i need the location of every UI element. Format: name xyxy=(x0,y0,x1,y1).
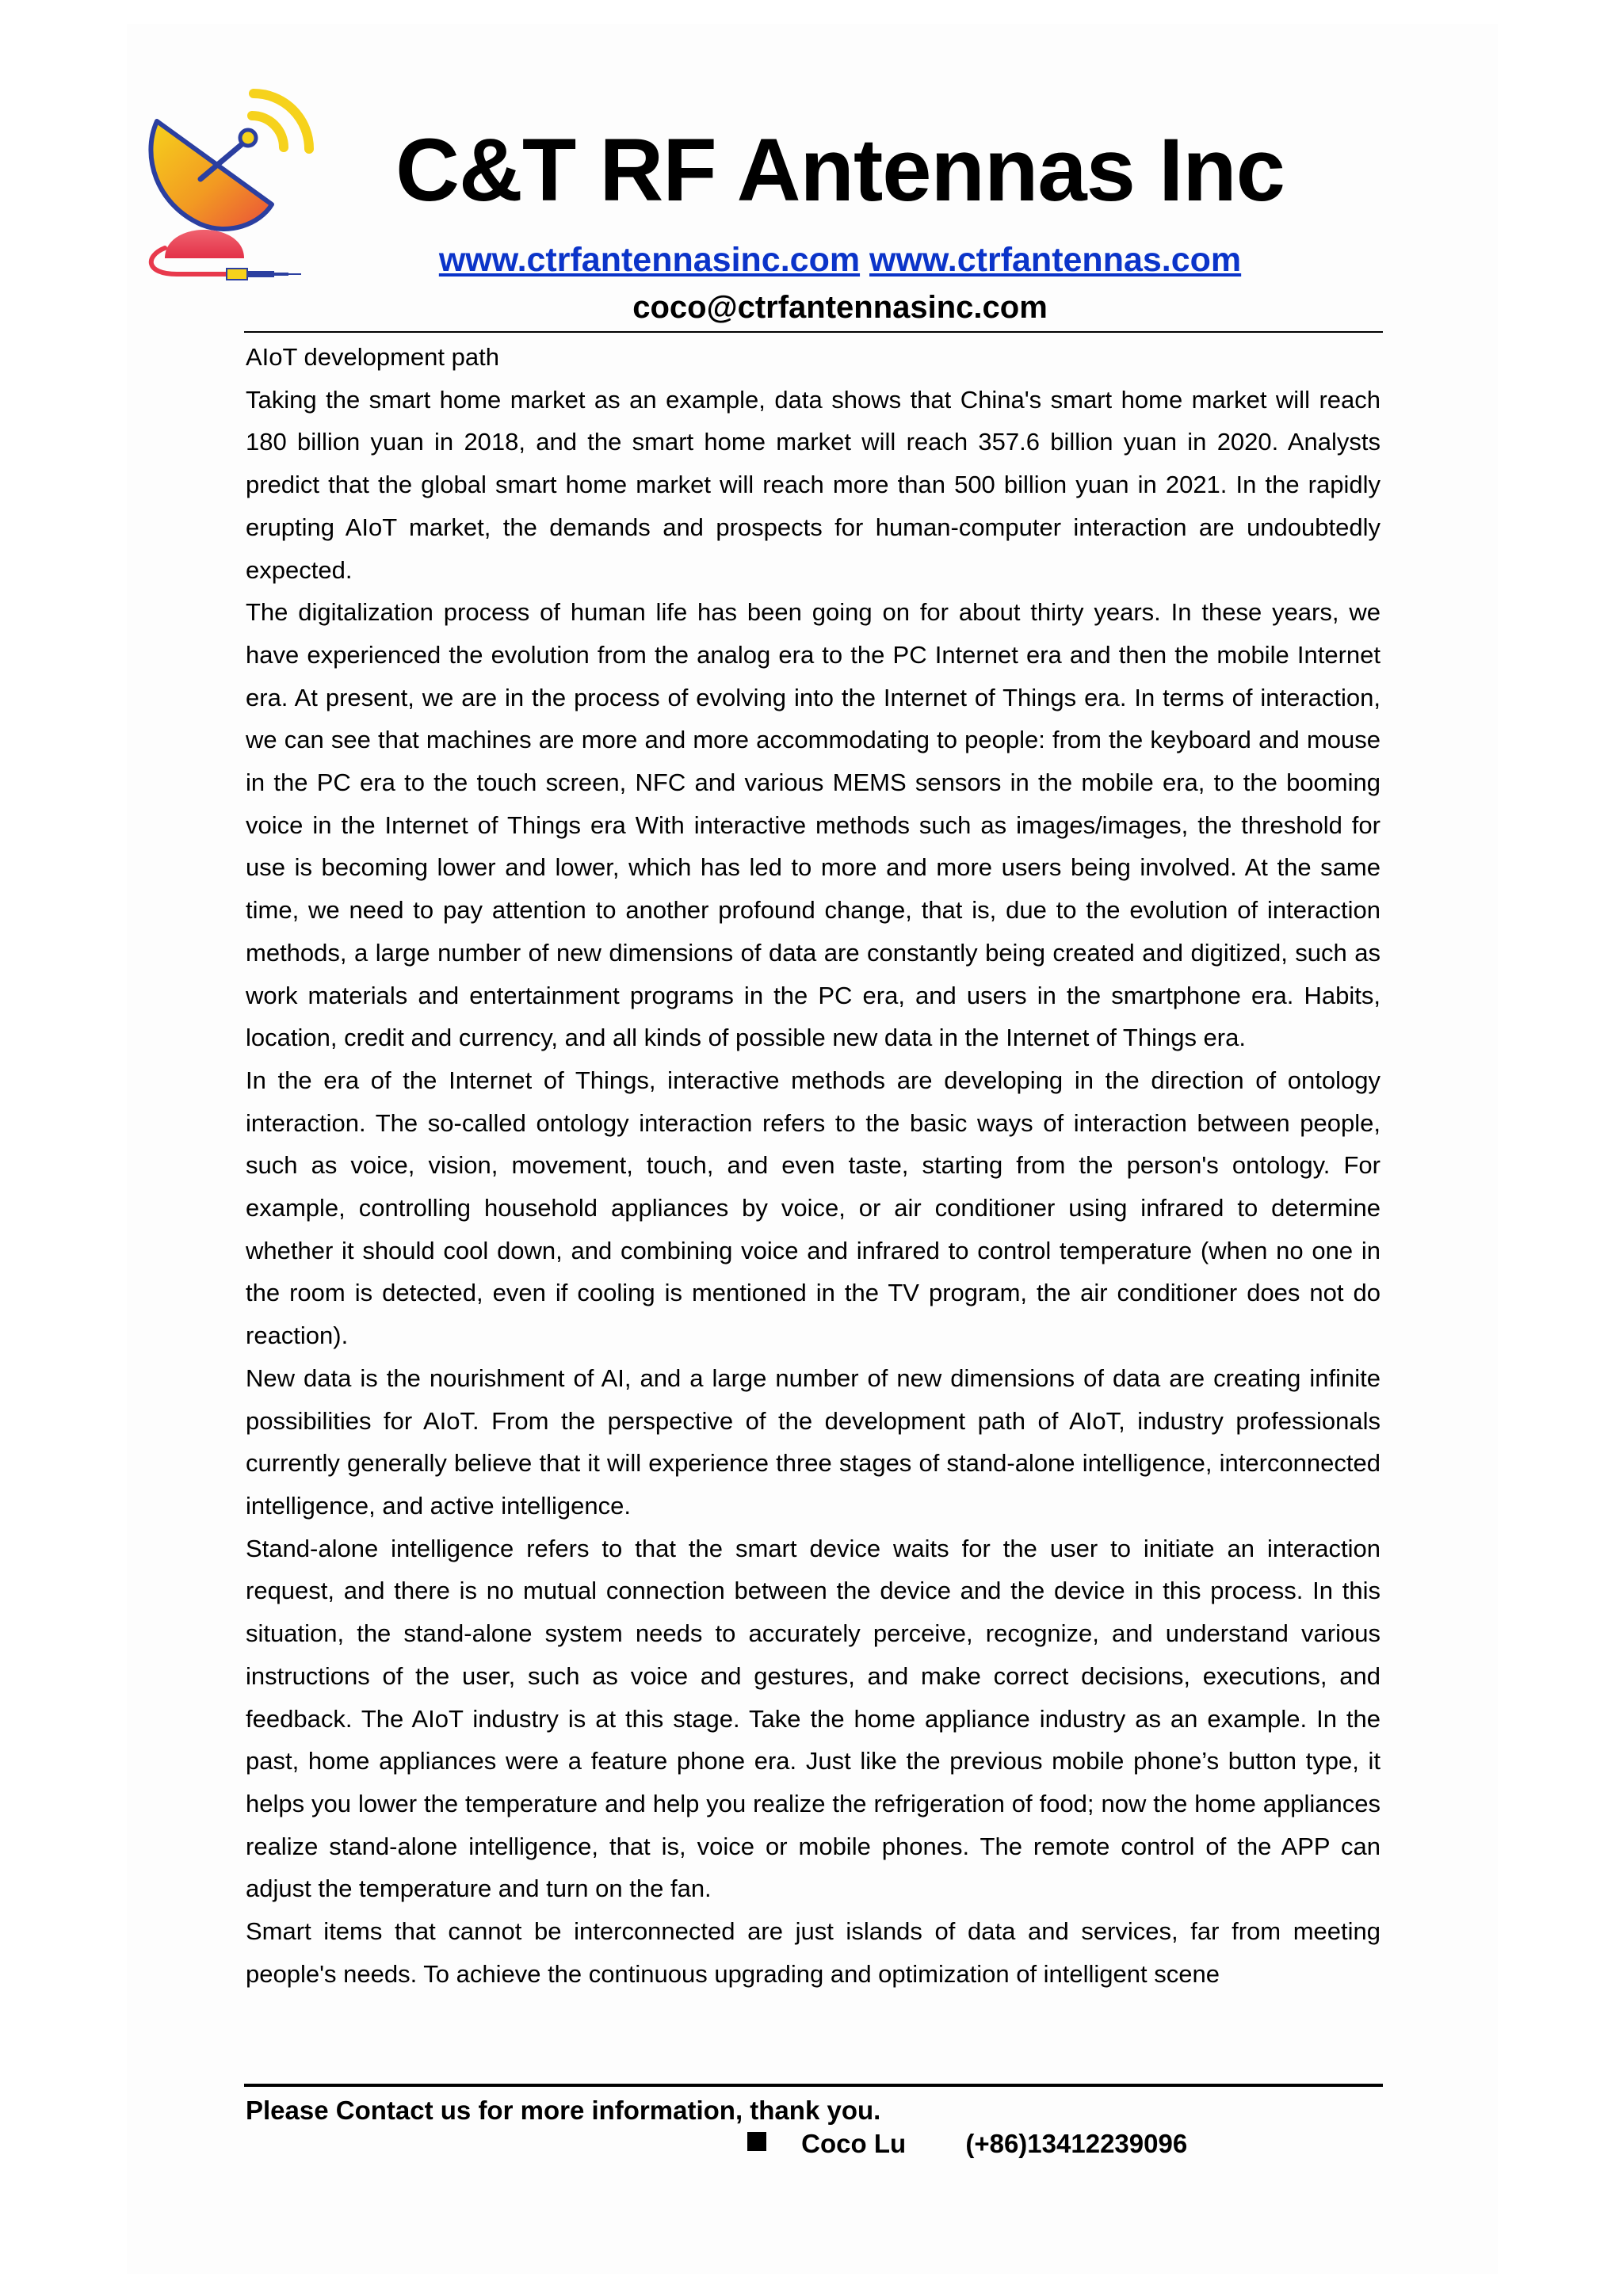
contact-line xyxy=(747,2122,1187,2166)
paragraph: The digitalization process of human life has been going on for about thirty years. In these years, we have experienced the evolution from the analog era to the PC Internet era and then the mobile Internet era. At present, we are in the process of evolving into the Internet of Things era. In terms of interaction, we can see that machines are more and more accommodating to people: from the keyboard and mouse in the PC era to the touch screen, NFC and various MEMS sensors in the mobile era, to the booming voice in the Internet of Things era With interactive methods such as images/images, the threshold for use is becoming lower and lower, which has led to more and more users being involved. At the same time, we need to pay attention to another profound change, that is, due to the evolution of interaction methods, a large number of new dimensions of data are constantly being created and digitized, such as work materials and entertainment programs in the PC era, and users in the smartphone era. Habits, location, credit and currency, and all kinds of possible new data in the Internet of Things era. xyxy=(246,598,1381,1052)
paragraph: Taking the smart home market as an example, data shows that China's smart home market will reach 180 billion yuan in 2018, and the smart home market will reach 357.6 billion yuan in 2020. Analysts predict that the global smart home market will reach more than 500 billion yuan in 2021. In the rapidly erupting AIoT market, the demands and prospects for human-computer interaction are undoubtedly expected. xyxy=(246,385,1381,584)
satellite-dish-icon xyxy=(133,86,315,288)
article-body xyxy=(246,336,1381,1995)
website-link-1[interactable]: www.ctrfantennasinc.com xyxy=(438,241,861,279)
website-link-2[interactable]: www.ctrfantennas.com xyxy=(869,241,1242,279)
header-divider xyxy=(244,331,1383,333)
contact-name: Coco Lu xyxy=(801,2129,907,2158)
square-bullet-icon xyxy=(747,2132,766,2151)
paragraph: In the era of the Internet of Things, interactive methods are developing in the direction of ontology interaction. The so-called ontology interaction refers to the basic ways of interaction between people, such as voice, vision, movement, touch, and even taste, starting from the person's ontology. For example, controlling household appliances by voice, or air conditioner using infrared to determine whether it should cool down, and combining voice and infrared to control temperature (when no one in the room is detected, even if cooling is mentioned in the TV program, the air conditioner does not do reaction). xyxy=(246,1066,1381,1350)
footer-divider xyxy=(244,2084,1383,2087)
footer-note: Please Contact us for more information, thank you. xyxy=(246,2096,881,2125)
contact-email: coco@ctrfantennasinc.com xyxy=(632,290,1048,325)
website-links xyxy=(301,236,1379,284)
company-name: C&T RF Antennas Inc xyxy=(395,120,1285,219)
paragraph: Stand-alone intelligence refers to that the smart device waits for the user to initiate an interaction request, and there is no mutual connection between the device and the device in this process. In this situation, the stand-alone system needs to accurately perceive, recognize, and understand various instructions of the user, such as voice and gestures, and make correct decisions, executions, and feedback. The AIoT industry is at this stage. Take the home appliance industry as an example. In the past, home appliances were a feature phone era. Just like the previous mobile phone’s button type, it helps you lower the temperature and help you realize the refrigeration of food; now the home appliances realize stand-alone intelligence, that is, voice or mobile phones. The remote control of the APP can adjust the temperature and turn on the fan. xyxy=(246,1534,1381,1903)
contact-phone: (+86)13412239096 xyxy=(965,2129,1188,2158)
paragraph: Smart items that cannot be interconnected are just islands of data and services, far from meeting people's needs. To achieve the continuous upgrading and optimization of intelligent scene xyxy=(246,1917,1381,1988)
paragraph: New data is the nourishment of AI, and a large number of new dimensions of data are creating infinite possibilities for AIoT. From the perspective of the development path of AIoT, industry professionals currently generally believe that it will experience three stages of stand-alone intelligence, interconnected intelligence, and active intelligence. xyxy=(246,1363,1381,1520)
article-heading: AIoT development path xyxy=(246,343,499,371)
